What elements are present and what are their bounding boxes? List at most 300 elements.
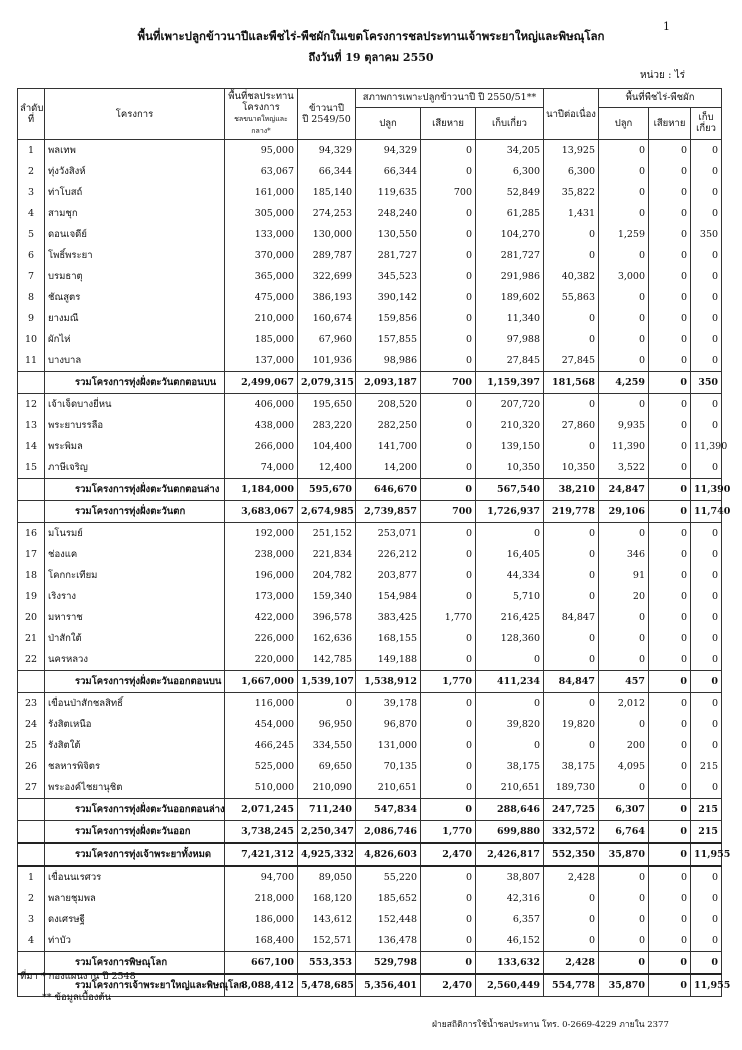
- cell-harvested: 27,845: [476, 350, 544, 372]
- header-planted: ปลูก: [356, 107, 421, 139]
- cell-fc-harvested: 0: [691, 649, 722, 671]
- table-row: [18, 436, 722, 457]
- cell-fc-harvested: 0: [691, 888, 722, 909]
- cell-continuous: 0: [544, 693, 599, 715]
- cell-fc-damaged: 0: [649, 203, 691, 224]
- cell-planted: 136,478: [356, 930, 421, 952]
- crop-area-table: [17, 88, 731, 997]
- cell-rice-prev: 12,400: [298, 457, 356, 479]
- table-row: [18, 586, 722, 607]
- cell-fc-damaged: 0: [649, 329, 691, 350]
- cell-planted: 281,727: [356, 245, 421, 266]
- cell-fc-planted: 3,000: [599, 266, 649, 287]
- cell-harvested: 39,820: [476, 714, 544, 735]
- table-row: [18, 909, 722, 930]
- cell-continuous: 552,350: [544, 843, 599, 866]
- cell-irrigated-area: 220,000: [225, 649, 298, 671]
- cell-irrigated-area: 3,738,245: [225, 821, 298, 844]
- cell-continuous: 2,428: [544, 952, 599, 975]
- cell-fc-harvested: 0: [691, 329, 722, 350]
- cell-fc-damaged: 0: [649, 930, 691, 952]
- cell-irrigated-area: 1,184,000: [225, 479, 298, 501]
- cell-irrigated-area: 266,000: [225, 436, 298, 457]
- cell-harvested: 291,986: [476, 266, 544, 287]
- cell-planted: 529,798: [356, 952, 421, 975]
- header-field-crops: พื้นที่พืชไร่-พืชผัก: [599, 89, 722, 108]
- cell-damaged: 0: [421, 436, 476, 457]
- cell-damaged: 0: [421, 523, 476, 545]
- cell-fc-planted: 6,764: [599, 821, 649, 844]
- cell-irrigated-area: 510,000: [225, 777, 298, 799]
- cell-harvested: 6,300: [476, 161, 544, 182]
- page-number: 1: [663, 20, 670, 33]
- cell-fc-damaged: 0: [649, 974, 691, 997]
- cell-damaged: 0: [421, 479, 476, 501]
- cell-fc-planted: 3,522: [599, 457, 649, 479]
- cell-fc-harvested: 0: [691, 693, 722, 715]
- cell-row-number: 7: [18, 266, 45, 287]
- cell-harvested: 699,880: [476, 821, 544, 844]
- cell-irrigated-area: 161,000: [225, 182, 298, 203]
- cell-row-number: 2: [18, 888, 45, 909]
- cell-irrigated-area: 192,000: [225, 523, 298, 545]
- cell-project-name: ทุ่งวังสิงห์: [45, 161, 225, 182]
- cell-damaged: 0: [421, 586, 476, 607]
- cell-fc-harvested: 0: [691, 308, 722, 329]
- table-row: [18, 266, 722, 287]
- table-row: [18, 245, 722, 266]
- cell-continuous: 0: [544, 544, 599, 565]
- cell-fc-planted: 0: [599, 245, 649, 266]
- cell-row-number: 4: [18, 203, 45, 224]
- cell-row-number: 24: [18, 714, 45, 735]
- cell-fc-planted: 0: [599, 909, 649, 930]
- cell-continuous: 332,572: [544, 821, 599, 844]
- cell-fc-damaged: 0: [649, 182, 691, 203]
- cell-fc-damaged: 0: [649, 565, 691, 586]
- header-irrigated-area-label: พื้นที่ชลประทานโครงการ: [228, 91, 294, 113]
- cell-fc-planted: 1,259: [599, 224, 649, 245]
- cell-continuous: 0: [544, 224, 599, 245]
- cell-rice-prev: 553,353: [298, 952, 356, 975]
- table-row: [18, 888, 722, 909]
- cell-fc-planted: 0: [599, 182, 649, 203]
- cell-planted: 208,520: [356, 394, 421, 416]
- cell-fc-planted: 0: [599, 952, 649, 975]
- cell-rice-prev: 221,834: [298, 544, 356, 565]
- cell-fc-planted: 0: [599, 140, 649, 162]
- cell-fc-damaged: 0: [649, 843, 691, 866]
- cell-rice-prev: 396,578: [298, 607, 356, 628]
- footnote-source: ที่มา * กองแผนงาน ปี 2548: [20, 971, 136, 982]
- cell-continuous: 19,820: [544, 714, 599, 735]
- cell-irrigated-area: 63,067: [225, 161, 298, 182]
- unit-label: หน่วย : ไร่: [640, 70, 686, 81]
- table-row: [18, 350, 722, 372]
- footnote-preliminary: ** ข้อมูลเบื้องต้น: [42, 992, 112, 1003]
- cell-damaged: 0: [421, 888, 476, 909]
- header-fc-planted: ปลูก: [599, 107, 649, 139]
- cell-continuous: 0: [544, 565, 599, 586]
- cell-project-name: พระพิมล: [45, 436, 225, 457]
- cell-planted: 383,425: [356, 607, 421, 628]
- cell-irrigated-area: 305,000: [225, 203, 298, 224]
- table-row: [18, 523, 722, 545]
- table-row: [18, 756, 722, 777]
- cell-harvested: 189,602: [476, 287, 544, 308]
- cell-project-name: บรมธาตุ: [45, 266, 225, 287]
- cell-planted: 2,093,187: [356, 372, 421, 394]
- table-row: [18, 714, 722, 735]
- cell-continuous: 181,568: [544, 372, 599, 394]
- cell-continuous: 0: [544, 308, 599, 329]
- cell-fc-planted: 0: [599, 350, 649, 372]
- cell-harvested: 10,350: [476, 457, 544, 479]
- cell-damaged: 2,470: [421, 843, 476, 866]
- cell-project-name: พลายชุมพล: [45, 888, 225, 909]
- cell-continuous: 55,863: [544, 287, 599, 308]
- cell-fc-planted: 0: [599, 714, 649, 735]
- cell-harvested: 0: [476, 735, 544, 756]
- cell-continuous: 0: [544, 245, 599, 266]
- cell-harvested: 97,988: [476, 329, 544, 350]
- cell-continuous: 0: [544, 436, 599, 457]
- cell-row-number: 3: [18, 909, 45, 930]
- cell-rice-prev: 334,550: [298, 735, 356, 756]
- cell-irrigated-area: 185,000: [225, 329, 298, 350]
- cell-row-number: [18, 479, 45, 501]
- cell-planted: 282,250: [356, 415, 421, 436]
- cell-row-number: 15: [18, 457, 45, 479]
- cell-rice-prev: 159,340: [298, 586, 356, 607]
- cell-irrigated-area: 226,000: [225, 628, 298, 649]
- cell-project-name: บางบาล: [45, 350, 225, 372]
- cell-project-name: พระองค์ไชยานุชิต: [45, 777, 225, 799]
- table-row: [18, 329, 722, 350]
- cell-planted: 70,135: [356, 756, 421, 777]
- cell-continuous: 27,860: [544, 415, 599, 436]
- cell-fc-planted: 0: [599, 394, 649, 416]
- cell-continuous: 554,778: [544, 974, 599, 997]
- cell-continuous: 189,730: [544, 777, 599, 799]
- cell-fc-harvested: 0: [691, 565, 722, 586]
- table-row: [18, 777, 722, 799]
- cell-fc-harvested: 0: [691, 714, 722, 735]
- cell-planted: 390,142: [356, 287, 421, 308]
- cell-row-number: 18: [18, 565, 45, 586]
- cell-irrigated-area: 94,700: [225, 866, 298, 888]
- cell-project-name: รวมโครงการทุ่งฝั่งตะวันออกตอนล่าง: [45, 799, 225, 821]
- cell-row-number: [18, 671, 45, 693]
- cell-planted: 141,700: [356, 436, 421, 457]
- cell-row-number: [18, 372, 45, 394]
- cell-harvested: 61,285: [476, 203, 544, 224]
- cell-continuous: 0: [544, 735, 599, 756]
- cell-fc-planted: 0: [599, 888, 649, 909]
- cell-damaged: 0: [421, 866, 476, 888]
- table-row: [18, 224, 722, 245]
- cell-continuous: 1,431: [544, 203, 599, 224]
- table-row: [18, 287, 722, 308]
- cell-project-name: รังสิตเหนือ: [45, 714, 225, 735]
- cell-irrigated-area: 137,000: [225, 350, 298, 372]
- cell-rice-prev: 168,120: [298, 888, 356, 909]
- report-date: ถึงวันที่ 19 ตุลาคม 2550: [308, 51, 434, 64]
- cell-irrigated-area: 438,000: [225, 415, 298, 436]
- cell-rice-prev: 67,960: [298, 329, 356, 350]
- cell-project-name: รวมโครงการทุ่งฝั่งตะวันตกตอนล่าง: [45, 479, 225, 501]
- cell-rice-prev: 1,539,107: [298, 671, 356, 693]
- header-irrigated-area: [225, 89, 298, 140]
- cell-irrigated-area: 116,000: [225, 693, 298, 715]
- cell-fc-damaged: 0: [649, 372, 691, 394]
- cell-fc-planted: 0: [599, 930, 649, 952]
- cell-continuous: 27,845: [544, 350, 599, 372]
- cell-damaged: 0: [421, 952, 476, 975]
- cell-fc-damaged: 0: [649, 649, 691, 671]
- cell-continuous: 0: [544, 888, 599, 909]
- cell-harvested: 139,150: [476, 436, 544, 457]
- cell-rice-prev: 130,000: [298, 224, 356, 245]
- table-row: [18, 735, 722, 756]
- cell-fc-damaged: 0: [649, 714, 691, 735]
- table-row: [18, 544, 722, 565]
- cell-project-name: โคกกะเทียม: [45, 565, 225, 586]
- cell-damaged: 1,770: [421, 671, 476, 693]
- cell-planted: 39,178: [356, 693, 421, 715]
- cell-damaged: 0: [421, 350, 476, 372]
- cell-planted: 253,071: [356, 523, 421, 545]
- cell-fc-planted: 35,870: [599, 974, 649, 997]
- cell-project-name: ชัณสูตร: [45, 287, 225, 308]
- cell-fc-harvested: 11,740: [691, 501, 722, 523]
- cell-fc-damaged: 0: [649, 245, 691, 266]
- cell-damaged: 0: [421, 649, 476, 671]
- table-row: [18, 182, 722, 203]
- cell-project-name: ชลหารพิจิตร: [45, 756, 225, 777]
- cell-row-number: 13: [18, 415, 45, 436]
- cell-damaged: 0: [421, 544, 476, 565]
- cell-fc-damaged: 0: [649, 756, 691, 777]
- cell-harvested: 46,152: [476, 930, 544, 952]
- cell-project-name: ท่าบัว: [45, 930, 225, 952]
- cell-planted: 98,986: [356, 350, 421, 372]
- page-title: พื้นที่เพาะปลูกข้าวนาปีและพืชไร่-พืชผักในเขตโครงการชลประทานเจ้าพระยาใหญ่และพิษณุโลก: [137, 29, 605, 43]
- cell-continuous: 0: [544, 394, 599, 416]
- cell-rice-prev: 274,253: [298, 203, 356, 224]
- cell-harvested: 1,159,397: [476, 372, 544, 394]
- cell-irrigated-area: 667,100: [225, 952, 298, 975]
- cell-fc-harvested: 0: [691, 607, 722, 628]
- cell-fc-damaged: 0: [649, 628, 691, 649]
- cell-fc-damaged: 0: [649, 544, 691, 565]
- cell-harvested: 2,560,449: [476, 974, 544, 997]
- header-fc-damaged: เสียหาย: [649, 107, 691, 139]
- cell-fc-planted: 2,012: [599, 693, 649, 715]
- cell-project-name: ป่าสักใต้: [45, 628, 225, 649]
- cell-fc-damaged: 0: [649, 909, 691, 930]
- cell-planted: 168,155: [356, 628, 421, 649]
- cell-fc-harvested: 215: [691, 821, 722, 844]
- cell-rice-prev: 204,782: [298, 565, 356, 586]
- cell-fc-damaged: 0: [649, 436, 691, 457]
- cell-damaged: 0: [421, 415, 476, 436]
- cell-fc-harvested: 350: [691, 224, 722, 245]
- cell-fc-harvested: 0: [691, 952, 722, 975]
- cell-rice-prev: 66,344: [298, 161, 356, 182]
- cell-fc-damaged: 0: [649, 350, 691, 372]
- cell-irrigated-area: 168,400: [225, 930, 298, 952]
- cell-harvested: 0: [476, 649, 544, 671]
- table-row: [18, 457, 722, 479]
- cell-fc-damaged: 0: [649, 777, 691, 799]
- cell-rice-prev: 104,400: [298, 436, 356, 457]
- cell-rice-prev: 96,950: [298, 714, 356, 735]
- cell-fc-planted: 0: [599, 866, 649, 888]
- cell-fc-damaged: 0: [649, 415, 691, 436]
- cell-row-number: 5: [18, 224, 45, 245]
- cell-fc-harvested: 0: [691, 544, 722, 565]
- cell-continuous: 35,822: [544, 182, 599, 203]
- cell-row-number: 26: [18, 756, 45, 777]
- cell-fc-damaged: 0: [649, 607, 691, 628]
- cell-damaged: 0: [421, 394, 476, 416]
- cell-row-number: 14: [18, 436, 45, 457]
- cell-rice-prev: 142,785: [298, 649, 356, 671]
- cell-damaged: 0: [421, 140, 476, 162]
- cell-project-name: ผักไห่: [45, 329, 225, 350]
- cell-fc-harvested: 0: [691, 266, 722, 287]
- cell-harvested: 104,270: [476, 224, 544, 245]
- cell-planted: 248,240: [356, 203, 421, 224]
- cell-harvested: 34,205: [476, 140, 544, 162]
- cell-row-number: 1: [18, 866, 45, 888]
- cell-rice-prev: 2,250,347: [298, 821, 356, 844]
- cell-harvested: 44,334: [476, 565, 544, 586]
- cell-planted: 55,220: [356, 866, 421, 888]
- cell-harvested: 52,849: [476, 182, 544, 203]
- cell-fc-harvested: 0: [691, 930, 722, 952]
- cell-fc-planted: 35,870: [599, 843, 649, 866]
- table-body: [18, 140, 731, 997]
- cell-fc-damaged: 0: [649, 394, 691, 416]
- cell-rice-prev: 195,650: [298, 394, 356, 416]
- cell-row-number: 19: [18, 586, 45, 607]
- cell-planted: 1,538,912: [356, 671, 421, 693]
- cell-fc-harvested: 0: [691, 350, 722, 372]
- cell-damaged: 0: [421, 329, 476, 350]
- cell-project-name: ช่องแค: [45, 544, 225, 565]
- cell-planted: 226,212: [356, 544, 421, 565]
- cell-fc-damaged: 0: [649, 308, 691, 329]
- cell-rice-prev: 251,152: [298, 523, 356, 545]
- cell-fc-damaged: 0: [649, 799, 691, 821]
- cell-fc-planted: 0: [599, 628, 649, 649]
- cell-harvested: 567,540: [476, 479, 544, 501]
- table-row: [18, 693, 722, 715]
- cell-irrigated-area: 7,421,312: [225, 843, 298, 866]
- cell-row-number: 16: [18, 523, 45, 545]
- cell-project-name: รวมโครงการทุ่งฝั่งตะวันออกตอนบน: [45, 671, 225, 693]
- cell-planted: 154,984: [356, 586, 421, 607]
- cell-continuous: 0: [544, 909, 599, 930]
- cell-row-number: 25: [18, 735, 45, 756]
- cell-fc-damaged: 0: [649, 224, 691, 245]
- cell-planted: 2,739,857: [356, 501, 421, 523]
- header-damaged: เสียหาย: [421, 107, 476, 139]
- cell-irrigated-area: 186,000: [225, 909, 298, 930]
- cell-damaged: 0: [421, 457, 476, 479]
- cell-fc-planted: 0: [599, 329, 649, 350]
- cell-project-name: ดงเศรษฐี: [45, 909, 225, 930]
- cell-irrigated-area: 370,000: [225, 245, 298, 266]
- subtotal-row: [18, 501, 722, 523]
- cell-irrigated-area: 95,000: [225, 140, 298, 162]
- cell-irrigated-area: 1,667,000: [225, 671, 298, 693]
- cell-irrigated-area: 2,071,245: [225, 799, 298, 821]
- cell-continuous: 6,300: [544, 161, 599, 182]
- cell-continuous: 0: [544, 523, 599, 545]
- cell-damaged: 0: [421, 287, 476, 308]
- cell-fc-planted: 91: [599, 565, 649, 586]
- cell-continuous: 0: [544, 586, 599, 607]
- cell-continuous: 13,925: [544, 140, 599, 162]
- cell-fc-harvested: 0: [691, 866, 722, 888]
- footnote-contact: ฝ่ายสถิติการใช้น้ำชลประทาน โทร. 0-2669-4229 ภายใน 2377: [432, 1020, 669, 1030]
- cell-fc-planted: 0: [599, 649, 649, 671]
- cell-row-number: 23: [18, 693, 45, 715]
- cell-planted: 210,651: [356, 777, 421, 799]
- cell-fc-harvested: 11,955: [691, 843, 722, 866]
- cell-row-number: 6: [18, 245, 45, 266]
- cell-fc-harvested: 0: [691, 182, 722, 203]
- cell-irrigated-area: 173,000: [225, 586, 298, 607]
- header-fc-harvested: เก็บเกี่ยว: [691, 107, 722, 139]
- cell-irrigated-area: 365,000: [225, 266, 298, 287]
- cell-row-number: 2: [18, 161, 45, 182]
- cell-fc-harvested: 0: [691, 415, 722, 436]
- cell-harvested: 411,234: [476, 671, 544, 693]
- cell-fc-damaged: 0: [649, 888, 691, 909]
- cell-damaged: 0: [421, 203, 476, 224]
- table-row: [18, 140, 722, 162]
- cell-continuous: 0: [544, 649, 599, 671]
- cell-project-name: รวมโครงการทุ่งเจ้าพระยาทั้งหมด: [45, 843, 225, 866]
- cell-fc-harvested: 215: [691, 799, 722, 821]
- cell-planted: 66,344: [356, 161, 421, 182]
- table-row: [18, 649, 722, 671]
- cell-fc-harvested: 350: [691, 372, 722, 394]
- cell-fc-planted: 0: [599, 607, 649, 628]
- cell-project-name: ภาษีเจริญ: [45, 457, 225, 479]
- cell-damaged: 0: [421, 224, 476, 245]
- header-seq: ลำดับที่: [18, 89, 45, 140]
- cell-harvested: 11,340: [476, 308, 544, 329]
- cell-rice-prev: 152,571: [298, 930, 356, 952]
- cell-damaged: 0: [421, 628, 476, 649]
- cell-project-name: เจ้าเจ็ดบางยี่หน: [45, 394, 225, 416]
- cell-damaged: 700: [421, 501, 476, 523]
- header-continuous: นาปีต่อเนื่อง: [544, 89, 599, 140]
- cell-row-number: 3: [18, 182, 45, 203]
- cell-rice-prev: 322,699: [298, 266, 356, 287]
- cell-project-name: ยางมณี: [45, 308, 225, 329]
- cell-fc-planted: 4,259: [599, 372, 649, 394]
- cell-rice-prev: 0: [298, 693, 356, 715]
- cell-row-number: 22: [18, 649, 45, 671]
- cell-irrigated-area: 406,000: [225, 394, 298, 416]
- cell-rice-prev: 386,193: [298, 287, 356, 308]
